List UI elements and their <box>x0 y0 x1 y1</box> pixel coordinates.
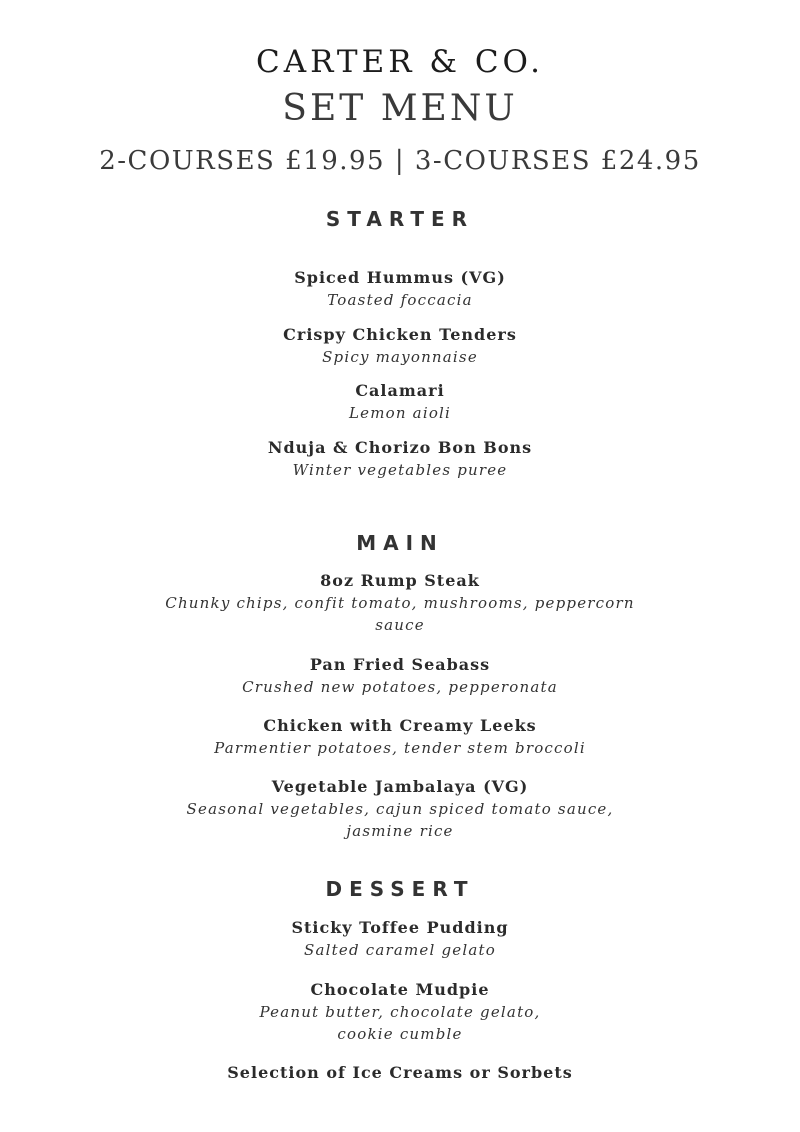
dish-name: Sticky Toffee Pudding <box>291 918 509 937</box>
pricing-line: 2-COURSES £19.95 | 3-COURSES £24.95 <box>99 146 701 176</box>
dish-description: Chunky chips, confit tomato, mushrooms, peppercorn sauce <box>165 594 635 634</box>
starter-heading: STARTER <box>325 207 475 231</box>
brand-name: CARTER & CO. <box>255 44 545 80</box>
dish-description: Seasonal vegetables, cajun spiced tomato sauce, jasmine rice <box>186 800 614 840</box>
dish-description: Toasted foccacia <box>327 291 473 309</box>
dish-description: Parmentier potatoes, tender stem broccoli <box>214 739 586 757</box>
main-item <box>0 654 800 698</box>
dish-name: Selection of Ice Creams or Sorbets <box>227 1063 573 1082</box>
dish-name: Chocolate Mudpie <box>310 980 490 999</box>
dish-description: Salted caramel gelato <box>304 941 496 959</box>
dish-description: Lemon aioli <box>348 404 452 422</box>
dessert-heading: DESSERT <box>325 877 475 901</box>
dish-name: Vegetable Jambalaya (VG) <box>271 777 529 796</box>
dish-name: Spiced Hummus (VG) <box>294 268 506 287</box>
dish-name: Crispy Chicken Tenders <box>283 325 517 344</box>
dish-name: Chicken with Creamy Leeks <box>263 716 537 735</box>
starter-item <box>0 437 800 481</box>
dish-description: Spicy mayonnaise <box>322 348 478 366</box>
dish-description: Peanut butter, chocolate gelato, cookie cumble <box>259 1003 541 1043</box>
starter-item <box>0 267 800 311</box>
main-item <box>0 570 800 636</box>
dish-description: Crushed new potatoes, pepperonata <box>242 678 558 696</box>
starter-item <box>0 324 800 368</box>
dish-name: Nduja & Chorizo Bon Bons <box>267 438 533 457</box>
dish-description: Winter vegetables puree <box>292 461 508 479</box>
dessert-item <box>0 1062 800 1084</box>
main-heading: MAIN <box>356 531 444 555</box>
menu-title: SET MENU <box>282 88 518 129</box>
starter-item <box>0 380 800 424</box>
dessert-item <box>0 979 800 1045</box>
main-item <box>0 715 800 759</box>
main-item <box>0 776 800 842</box>
dessert-item <box>0 917 800 961</box>
dish-name: Calamari <box>355 381 445 400</box>
dish-name: Pan Fried Seabass <box>309 655 491 674</box>
dish-name: 8oz Rump Steak <box>320 571 480 590</box>
